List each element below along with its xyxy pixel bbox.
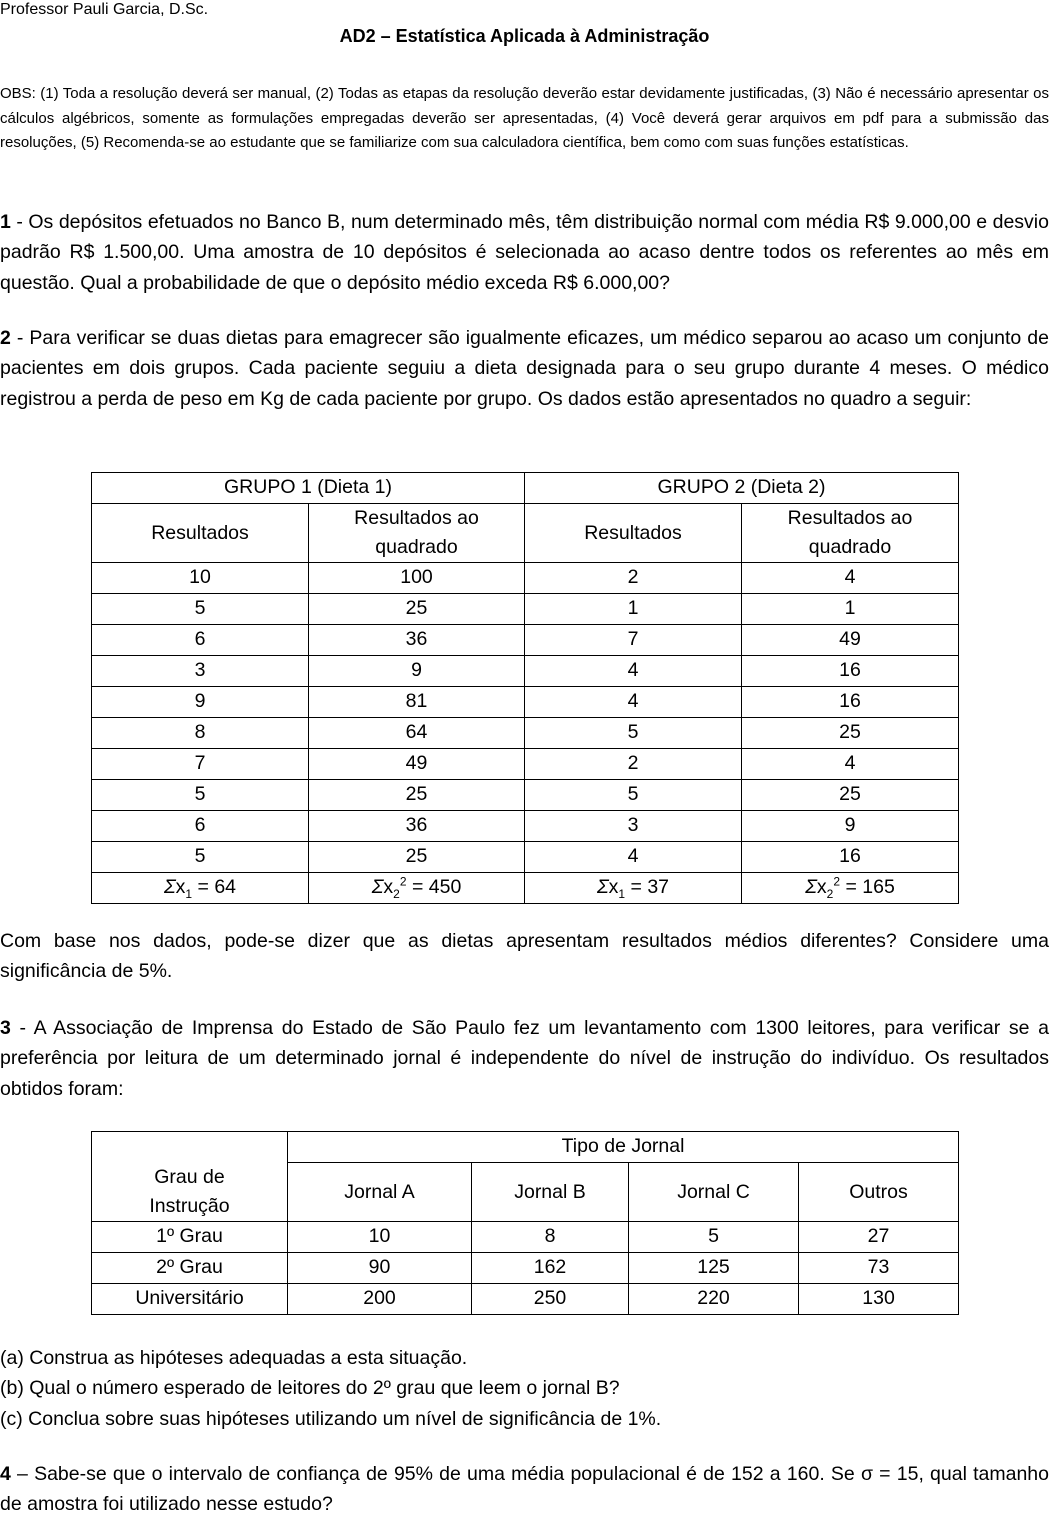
table-cell: 81	[309, 687, 525, 718]
table-row	[92, 656, 959, 687]
table-cell: 5	[92, 594, 309, 625]
table-row	[92, 1222, 959, 1253]
question-3-sep: -	[10, 1017, 34, 1039]
table-cell: 64	[309, 718, 525, 749]
table-cell: 3	[92, 656, 309, 687]
table-row	[92, 749, 959, 780]
col-jornal-a: Jornal A	[288, 1163, 472, 1222]
sum-x1-g2: $\Sigma x_1 = 37$	[525, 873, 742, 904]
col-squared-g2: Resultados ao quadrado	[742, 504, 959, 563]
question-1-number: 1	[0, 211, 11, 233]
question-2	[0, 323, 1049, 414]
table-cell: 8	[92, 718, 309, 749]
question-3-item-a: (a) Construa as hipóteses adequadas a esta situação.	[0, 1347, 468, 1369]
question-3	[0, 1013, 1049, 1104]
col-jornal-c: Jornal C	[629, 1163, 799, 1222]
question-4	[0, 1459, 1049, 1520]
table-cell: 36	[309, 625, 525, 656]
table-cell: 16	[742, 656, 959, 687]
table-row	[92, 594, 959, 625]
question-1-text: Os depósitos efetuados no Banco B, num determinado mês, têm distribuição normal com média R$ 9.000,00 e desvio padrão R$ 1.500,00. Uma amostra de 10 depósitos é selecionada ao acaso dentre todos os referentes ao mês em questão. Qual a probabilidade de que o depósito médio exceda R$ 6.000,00?	[0, 211, 1049, 294]
table-cell: 25	[742, 718, 959, 749]
question-1	[0, 207, 1049, 298]
row-label: Universitário	[92, 1284, 288, 1315]
table-cell: 5	[92, 842, 309, 873]
question-4-sep: –	[10, 1463, 35, 1485]
question-2-text: Para verificar se duas dietas para emagrecer são igualmente eficazes, um médico separou ao acaso um conjunto de pacientes em dois grupos. Cada paciente seguiu a dieta designada para o seu grupo durante 4 meses. O médico registrou a perda de peso em Kg de cada paciente por grupo. Os dados estão apresentados no quadro a seguir:	[0, 327, 1049, 410]
table-row	[92, 718, 959, 749]
table-cell: 162	[472, 1253, 629, 1284]
question-2-number: 2	[0, 327, 11, 349]
table-row	[92, 625, 959, 656]
table-cell: 4	[525, 842, 742, 873]
table-row	[92, 1253, 959, 1284]
tipo-jornal-header: Tipo de Jornal	[288, 1132, 959, 1163]
table-cell: 4	[525, 687, 742, 718]
table-row	[92, 687, 959, 718]
sum-x2sq-g2: $\Sigma x_2^2 = 165$	[742, 873, 959, 904]
table-cell: 16	[742, 687, 959, 718]
col-outros: Outros	[799, 1163, 959, 1222]
diet-results-table	[91, 472, 959, 904]
col-results-g1: Resultados	[92, 504, 309, 563]
table-row	[92, 1284, 959, 1315]
sum-row	[92, 873, 959, 904]
table-cell: 25	[742, 780, 959, 811]
table-row	[92, 811, 959, 842]
table-cell: 130	[799, 1284, 959, 1315]
table-cell: 25	[309, 842, 525, 873]
table-cell: 27	[799, 1222, 959, 1253]
table-cell: 9	[92, 687, 309, 718]
row-label: 1º Grau	[92, 1222, 288, 1253]
table-cell: 2	[525, 749, 742, 780]
question-3-items	[0, 1343, 1049, 1434]
table-cell: 2	[525, 563, 742, 594]
question-2-sep: -	[10, 327, 30, 349]
observations-paragraph: OBS: (1) Toda a resolução deverá ser manual, (2) Todas as etapas da resolução deverão estar devidamente justificadas, (3) Não é necessário apresentar os cálculos algébricos, somente as formulações empregadas deverão ser apresentadas, (4) Você deverá gerar arquivos em pdf para a submissão das resoluções, (5) Recomenda-se ao estudante que se familiarize com sua calculadora científica, bem como com suas funções estatísticas.	[0, 85, 1049, 151]
table-cell: 36	[309, 811, 525, 842]
table-cell: 8	[472, 1222, 629, 1253]
table-cell: 90	[288, 1253, 472, 1284]
table-cell: 220	[629, 1284, 799, 1315]
question-3-item-b: (b) Qual o número esperado de leitores do 2º grau que leem o jornal B?	[0, 1377, 620, 1400]
table-cell: 25	[309, 594, 525, 625]
table-cell: 4	[742, 749, 959, 780]
table-cell: 4	[742, 563, 959, 594]
table-row	[92, 842, 959, 873]
question-2-followup: Com base nos dados, pode-se dizer que as dietas apresentam resultados médios diferentes? Considere uma significância de 5%.	[0, 930, 1049, 983]
table-cell: 250	[472, 1284, 629, 1315]
table-cell: 7	[92, 749, 309, 780]
table-cell: 10	[288, 1222, 472, 1253]
question-3-number: 3	[0, 1017, 11, 1039]
table-cell: 100	[309, 563, 525, 594]
col-results-g2: Resultados	[525, 504, 742, 563]
question-4-number: 4	[0, 1463, 11, 1485]
table-cell: 7	[525, 625, 742, 656]
col-squared-g1: Resultados ao quadrado	[309, 504, 525, 563]
table-row	[92, 780, 959, 811]
table-cell: 200	[288, 1284, 472, 1315]
sum-x1-g1: $\Sigma x_1 = 64$	[92, 873, 309, 904]
group-2-header: GRUPO 2 (Dieta 2)	[525, 473, 959, 504]
table-cell: 1	[525, 594, 742, 625]
author-line: Professor Pauli Garcia, D.Sc.	[0, 1, 209, 18]
grau-instrucao-header: Grau de Instrução	[92, 1163, 288, 1222]
table-cell: 5	[525, 780, 742, 811]
newspaper-table	[91, 1131, 959, 1315]
table-cell: 25	[309, 780, 525, 811]
question-3-item-c: (c) Conclua sobre suas hipóteses utilizando um nível de significância de 1%.	[0, 1407, 662, 1430]
table-cell: 4	[525, 656, 742, 687]
table-cell: 10	[92, 563, 309, 594]
table-cell: 3	[525, 811, 742, 842]
table-cell: 5	[92, 780, 309, 811]
group-1-header: GRUPO 1 (Dieta 1)	[92, 473, 525, 504]
document-title: AD2 – Estatística Aplicada à Administração	[339, 26, 710, 46]
col-jornal-b: Jornal B	[472, 1163, 629, 1222]
table-cell: 9	[309, 656, 525, 687]
table-row	[92, 563, 959, 594]
table-cell: 5	[525, 718, 742, 749]
table-cell: 49	[309, 749, 525, 780]
sum-x2sq-g1: $\Sigma x_2^2 = 450$	[309, 873, 525, 904]
row-label: 2º Grau	[92, 1253, 288, 1284]
table-cell: 9	[742, 811, 959, 842]
corner-cell	[92, 1132, 288, 1163]
table-cell: 73	[799, 1253, 959, 1284]
table-cell: 125	[629, 1253, 799, 1284]
question-4-text: Sabe-se que o intervalo de confiança de 95% de uma média populacional é de 152 a 160. Se σ = 15, qual tamanho de amostra foi utilizado nesse estudo?	[0, 1463, 1049, 1516]
table-cell: 1	[742, 594, 959, 625]
table-cell: 6	[92, 811, 309, 842]
table-cell: 6	[92, 625, 309, 656]
table-cell: 49	[742, 625, 959, 656]
question-1-sep: -	[10, 211, 29, 233]
table-cell: 16	[742, 842, 959, 873]
question-3-text: A Associação de Imprensa do Estado de São Paulo fez um levantamento com 1300 leitores, para verificar se a preferência por leitura de um determinado jornal é independente do nível de instrução do indivíduo. Os resultados obtidos foram:	[0, 1017, 1049, 1100]
table-cell: 5	[629, 1222, 799, 1253]
